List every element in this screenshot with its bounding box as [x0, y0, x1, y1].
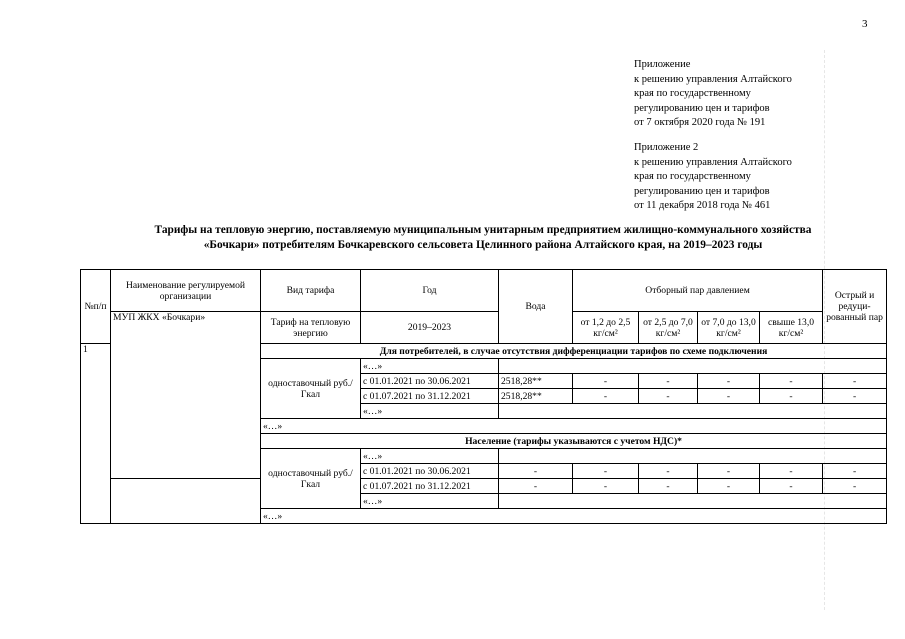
steam-1-cell: -	[573, 374, 639, 389]
section-1-title: Для потребителей, в случае отсутствия дифференциации тарифов по схеме подключения	[261, 344, 887, 359]
section-1-rate-type: одноставочный руб./Гкал	[261, 359, 361, 419]
water-cell: -	[499, 479, 573, 494]
steam-1-cell: -	[573, 389, 639, 404]
steam-4-cell: -	[760, 479, 823, 494]
water-cell: -	[499, 464, 573, 479]
section-2-ellipsis-bottom: «…»	[361, 494, 499, 509]
appendix-2-line: Приложение 2	[634, 142, 699, 153]
steam-4-cell: -	[760, 464, 823, 479]
document-title	[80, 223, 886, 252]
steam-4-cell: -	[760, 389, 823, 404]
appendix-2-line: края по государственному	[634, 171, 751, 182]
appendix-2-block	[634, 141, 792, 214]
org-name: МУП ЖКХ «Бочкари»	[111, 312, 261, 479]
year-range: 2019–2023	[361, 312, 499, 344]
header-row-1	[81, 270, 887, 312]
header-sharp-steam: Острый и редуци-рованный пар	[823, 270, 887, 344]
header-year: Год	[361, 270, 499, 312]
empty-cell	[499, 404, 887, 419]
appendix-2-line: от 11 декабря 2018 года № 461	[634, 200, 771, 211]
steam-2-cell: -	[639, 479, 698, 494]
period-cell: с 01.01.2021 по 30.06.2021	[361, 464, 499, 479]
tariff-table	[80, 269, 887, 524]
section-2-rate-type: одноставочный руб./Гкал	[261, 449, 361, 509]
title-line-2: «Бочкари» потребителям Бочкаревского сельсовета Целинного района Алтайского края, на 2019–2023 годы	[203, 238, 763, 251]
steam-2-cell: -	[639, 374, 698, 389]
section-1-ellipsis-bottom: «…»	[361, 404, 499, 419]
header-steam-4: свыше 13,0 кг/см²	[760, 312, 823, 344]
period-cell: с 01.07.2021 по 31.12.2021	[361, 479, 499, 494]
appendix-2-line: регулированию цен и тарифов	[634, 185, 770, 197]
steam-4-cell: -	[760, 374, 823, 389]
sharp-steam-cell: -	[823, 389, 887, 404]
water-cell: 2518,28**	[499, 374, 573, 389]
empty-cell	[499, 449, 887, 464]
section-1-ellipsis-after: «…»	[261, 419, 887, 434]
header-water: Вода	[499, 270, 573, 344]
header-steam-1: от 1,2 до 2,5 кг/см²	[573, 312, 639, 344]
appendix-2-line: к решению управления Алтайского	[634, 156, 792, 168]
sharp-steam-cell: -	[823, 479, 887, 494]
appendix-1-line: к решению управления Алтайского	[634, 73, 792, 85]
tariff-label: Тариф на тепловую энергию	[261, 312, 361, 344]
empty-cell	[499, 494, 887, 509]
org-column-filler	[111, 479, 261, 524]
period-cell: с 01.07.2021 по 31.12.2021	[361, 389, 499, 404]
sharp-steam-cell: -	[823, 374, 887, 389]
appendix-1-block	[634, 58, 792, 131]
section-2-title: Население (тарифы указываются с учетом НДС)*	[261, 434, 887, 449]
water-cell: 2518,28**	[499, 389, 573, 404]
sharp-steam-cell: -	[823, 464, 887, 479]
appendix-1-line: от 7 октября 2020 года № 191	[634, 117, 766, 128]
page-number: 3	[862, 18, 868, 30]
steam-1-cell: -	[573, 479, 639, 494]
header-steam-2: от 2,5 до 7,0 кг/см²	[639, 312, 698, 344]
steam-3-cell: -	[698, 374, 760, 389]
header-row-2	[81, 312, 887, 344]
row-number: 1	[81, 344, 111, 524]
steam-3-cell: -	[698, 389, 760, 404]
steam-3-cell: -	[698, 479, 760, 494]
section-2-ellipsis-after: «…»	[261, 509, 887, 524]
appendix-1-line: Приложение	[634, 59, 691, 70]
section-2-ellipsis-top: «…»	[361, 449, 499, 464]
header-num: №п/п	[81, 270, 111, 344]
appendix-1-line: края по государственному	[634, 88, 751, 99]
header-tariff-type: Вид тарифа	[261, 270, 361, 312]
section-1-ellipsis-top: «…»	[361, 359, 499, 374]
header-org: Наименование регулируемой организации	[111, 270, 261, 312]
title-line-1: Тарифы на тепловую энергию, поставляемую муниципальным унитарным предприятием жилищно-коммунального хозяйства	[154, 224, 812, 236]
steam-3-cell: -	[698, 464, 760, 479]
header-steam: Отборный пар давлением	[573, 270, 823, 312]
table-row	[81, 479, 887, 494]
header-steam-3: от 7,0 до 13,0 кг/см²	[698, 312, 760, 344]
steam-2-cell: -	[639, 464, 698, 479]
period-cell: с 01.01.2021 по 30.06.2021	[361, 374, 499, 389]
empty-cell	[499, 359, 887, 374]
appendix-1-line: регулированию цен и тарифов	[634, 102, 770, 114]
steam-1-cell: -	[573, 464, 639, 479]
steam-2-cell: -	[639, 389, 698, 404]
